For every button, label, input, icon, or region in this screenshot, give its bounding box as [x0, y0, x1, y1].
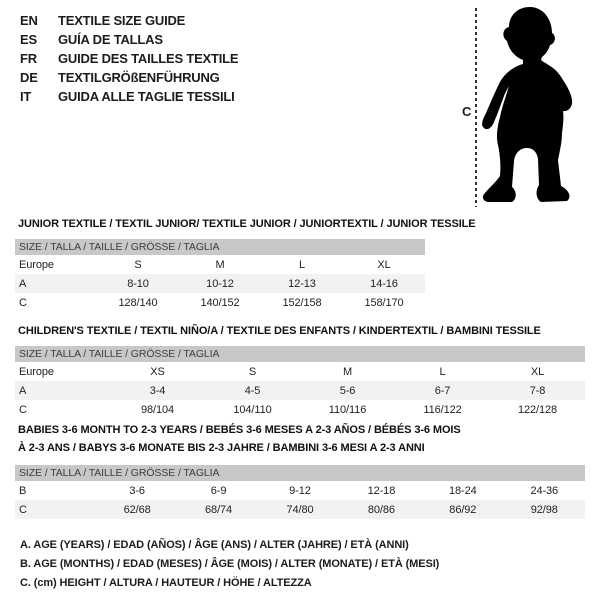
table-cell: 8-10	[127, 277, 149, 290]
table-row	[15, 500, 585, 519]
table-cell: 122/128	[517, 403, 558, 416]
toddler-silhouette-path	[482, 7, 572, 202]
table-row	[15, 255, 425, 274]
table-row	[15, 293, 425, 312]
lang-title: TEXTILE SIZE GUIDE	[58, 13, 186, 28]
babies-table-title: BABIES 3-6 MONTH TO 2-3 YEARS / BEBÉS 3-6 MESES A 2-3 AÑOS / BÉBÉS 3-6 MOIS À 2-3 ANS / BABYS 3-6 MONATE BIS 2-3 JAHRE / BAMBINI 3-6 MESI A 2-3 ANNI	[18, 424, 461, 454]
lang-row-de	[20, 68, 238, 87]
table-cell: 3-6	[129, 484, 145, 497]
language-title-list	[20, 11, 238, 106]
legend-age-months: B. AGE (MONTHS) / EDAD (MESES) / ÂGE (MOIS) / ALTER (MONATE) / ETÀ (MESI)	[20, 558, 440, 570]
table-row	[15, 362, 585, 381]
lang-title: GUÍA DE TALLAS	[58, 32, 163, 47]
children-table-title: CHILDREN'S TEXTILE / TEXTIL NIÑO/A / TEXTILE DES ENFANTS / KINDERTEXTIL / BAMBINI TESSILE	[18, 325, 541, 337]
table-cell: 116/122	[423, 403, 462, 416]
table-row	[15, 481, 585, 500]
table-cell: XL	[530, 365, 545, 378]
table-cell: 86/92	[449, 503, 477, 516]
table-cell: 4-5	[244, 384, 261, 397]
toddler-silhouette-icon	[440, 0, 600, 220]
table-cell: 128/140	[118, 296, 158, 309]
size-header-cell: SIZE / TALLA / TAILLE / GRÖSSE / TAGLIA	[15, 346, 585, 362]
size-header-row	[15, 346, 585, 362]
table-cell: 80/86	[367, 503, 395, 516]
table-cell: 3-4	[149, 384, 166, 397]
table-cell: L	[439, 365, 446, 378]
table-cell: 9-12	[289, 484, 311, 497]
table-cell: 68/74	[205, 503, 233, 516]
row-label: C	[19, 403, 27, 416]
lang-title: GUIDA ALLE TAGLIE TESSILI	[58, 89, 235, 104]
lang-row-it	[20, 87, 238, 106]
lang-row-es	[20, 30, 238, 49]
table-cell: 98/104	[140, 403, 175, 416]
lang-title: TEXTILGRÖßENFÜHRUNG	[58, 70, 220, 85]
measure-legend	[20, 536, 439, 593]
lang-code: IT	[20, 89, 32, 104]
table-cell: 140/152	[200, 296, 240, 309]
row-label: Europe	[19, 365, 54, 378]
size-header-cell: SIZE / TALLA / TAILLE / GRÖSSE / TAGLIA	[15, 465, 585, 481]
lang-code: FR	[20, 51, 37, 66]
table-cell: 12-13	[288, 277, 316, 290]
junior-size-table	[15, 239, 425, 312]
table-cell: 158/170	[364, 296, 404, 309]
table-cell: S	[134, 258, 142, 271]
size-header-row	[15, 465, 585, 481]
table-row	[15, 274, 425, 293]
babies-size-table	[15, 465, 585, 519]
row-label: B	[19, 484, 27, 497]
table-cell: 74/80	[286, 503, 314, 516]
row-label: Europe	[19, 258, 54, 271]
lang-code: ES	[20, 32, 37, 47]
table-cell: 6-7	[434, 384, 451, 397]
table-row	[15, 381, 585, 400]
table-cell: 5-6	[339, 384, 356, 397]
row-label: C	[19, 503, 27, 516]
table-cell: 14-16	[370, 277, 398, 290]
lang-row-en	[20, 11, 238, 30]
lang-code: EN	[20, 13, 38, 28]
lang-row-fr	[20, 49, 238, 68]
legend-height-cm: C. (cm) HEIGHT / ALTURA / HAUTEUR / HÖHE / ALTEZZA	[20, 577, 312, 589]
table-cell: 18-24	[449, 484, 477, 497]
lang-code: DE	[20, 70, 38, 85]
table-cell: 12-18	[367, 484, 396, 497]
table-cell: 24-36	[530, 484, 559, 497]
row-label: C	[19, 296, 27, 309]
table-row	[15, 400, 585, 419]
table-cell: 62/68	[123, 503, 151, 516]
junior-table-title: JUNIOR TEXTILE / TEXTIL JUNIOR/ TEXTILE JUNIOR / JUNIORTEXTIL / JUNIOR TESSILE	[18, 218, 476, 230]
row-label: A	[19, 384, 27, 397]
table-cell: 6-9	[210, 484, 227, 497]
table-cell: XL	[377, 258, 391, 271]
legend-age-years: A. AGE (YEARS) / EDAD (AÑOS) / ÂGE (ANS) / ALTER (JAHRE) / ETÀ (ANNI)	[20, 539, 409, 551]
children-size-table	[15, 346, 585, 419]
lang-title: GUIDE DES TAILLES TEXTILE	[58, 51, 239, 66]
table-cell: 152/158	[282, 296, 322, 309]
table-cell: 10-12	[206, 277, 234, 290]
table-cell: 104/110	[233, 403, 272, 416]
size-header-cell: SIZE / TALLA / TAILLE / GRÖSSE / TAGLIA	[15, 239, 425, 255]
measure-label-c: C	[462, 104, 472, 119]
table-cell: M	[342, 365, 353, 378]
table-cell: L	[298, 258, 306, 271]
size-header-row	[15, 239, 425, 255]
table-cell: M	[215, 258, 225, 271]
height-measure-figure	[440, 0, 600, 220]
table-cell: 110/116	[328, 403, 367, 416]
row-label: A	[19, 277, 27, 290]
table-cell: S	[248, 365, 257, 378]
table-cell: XS	[150, 365, 165, 378]
table-cell: 7-8	[529, 384, 546, 397]
table-cell: 92/98	[530, 503, 558, 516]
